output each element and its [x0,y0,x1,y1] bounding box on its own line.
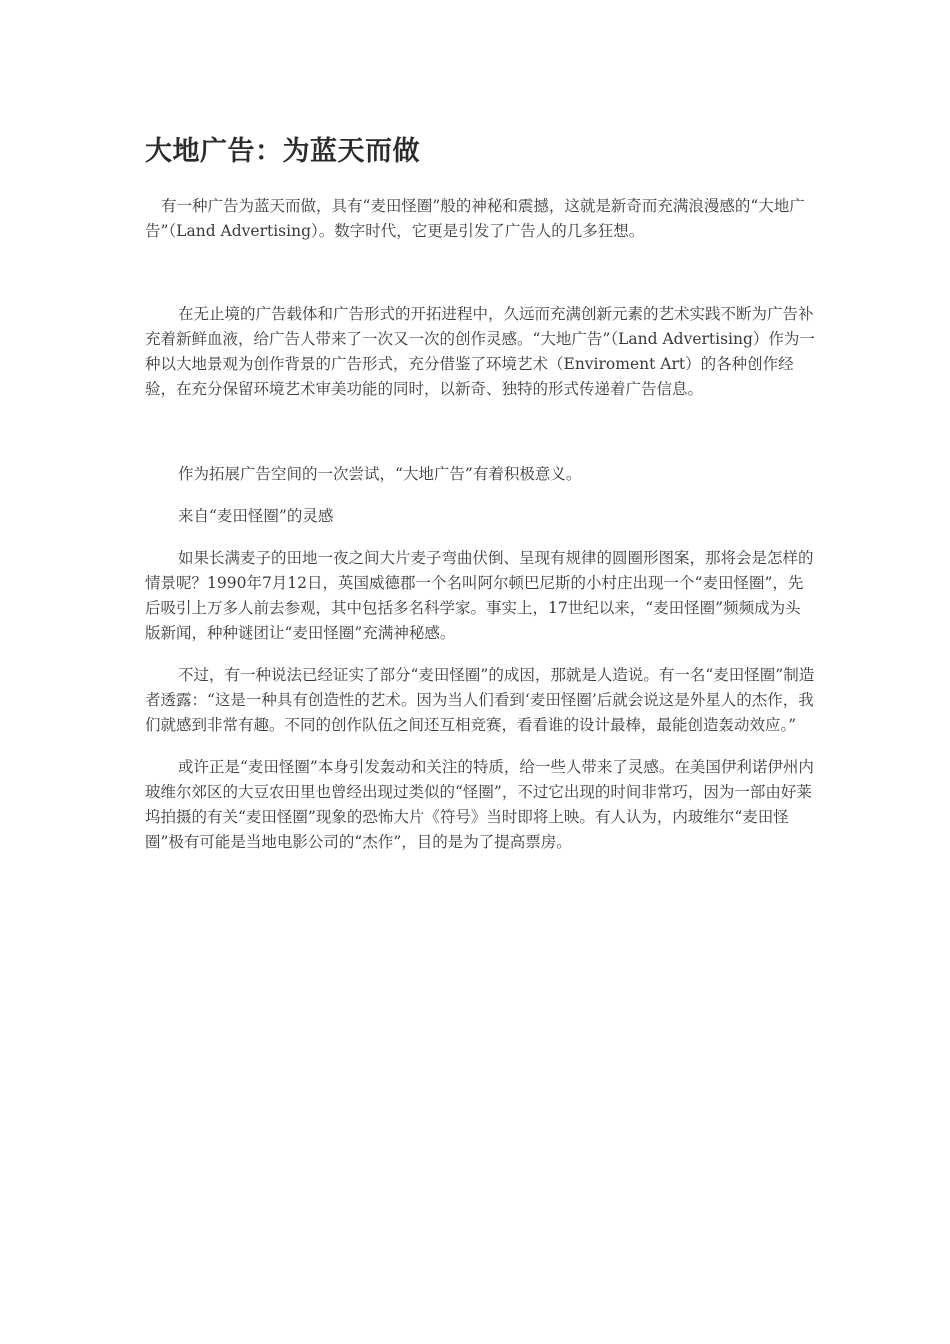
spacer [145,487,815,504]
spacer [145,646,815,663]
spacer [145,244,815,302]
body-paragraph: 作为拓展广告空间的一次尝试，“大地广告”有着积极意义。 [178,465,582,483]
intro-paragraph: 有一种广告为蓝天而做，具有“麦田怪圈”般的神秘和震撼，这就是新奇而充满浪漫感的“大地广告”（Land Advertising）。数字时代，它更是引发了广告人的几多狂想。 [145,197,805,240]
article-title: 大地广告：为蓝天而做 [145,136,420,167]
spacer [145,529,815,546]
spacer [145,402,815,462]
section-heading: 来自“麦田怪圈”的灵感 [178,507,334,525]
body-paragraph: 如果长满麦子的田地一夜之间大片麦子弯曲伏倒、呈现有规律的圆圈形图案，那将会是怎样的情景呢？1990年7月12日，英国威德郡一个名叫阿尔顿巴尼斯的小村庄出现一个“麦田怪圈”，先后吸引上万多人前去参观，其中包括多名科学家。事实上，17世纪以来，“麦田怪圈”频频成为头版新闻，种种谜团让“麦田怪圈”充满神秘感。 [145,549,814,642]
body-paragraph: 或许正是“麦田怪圈”本身引发轰动和关注的特质，给一些人带来了灵感。在美国伊利诺伊州内玻维尔郊区的大豆农田里也曾经出现过类似的“怪圈”，不过它出现的时间非常巧，因为一部由好莱坞拍摄的有关“麦田怪圈”现象的恐怖大片《符号》当时即将上映。有人认为，内玻维尔“麦田怪圈”极有可能是当地电影公司的“杰作”，目的是为了提高票房。 [145,758,814,851]
document-page [145,136,815,855]
body-paragraph: 不过，有一种说法已经证实了部分“麦田怪圈”的成因，那就是人造说。有一名“麦田怪圈”制造者透露：“这是一种具有创造性的艺术。因为当人们看到‘麦田怪圈’后就会说这是外星人的杰作，我们就感到非常有趣。不同的创作队伍之间还互相竞赛，看看谁的设计最棒，最能创造轰动效应。” [145,666,815,734]
spacer [145,738,815,755]
body-paragraph: 在无止境的广告载体和广告形式的开拓进程中，久远而充满创新元素的艺术实践不断为广告补充着新鲜血液，给广告人带来了一次又一次的创作灵感。“大地广告”（Land Advertising）作为一种以大地景观为创作背景的广告形式，充分借鉴了环境艺术（Enviroment Art）的各种创作经验，在充分保留环境艺术审美功能的同时，以新奇、独特的形式传递着广告信息。 [145,305,815,398]
